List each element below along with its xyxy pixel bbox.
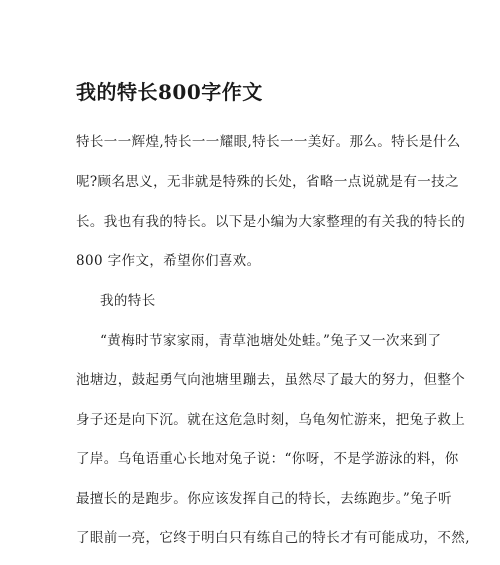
paragraph-line: 最擅长的是跑步。你应该发挥自己的特长，去练跑步。”兔子听: [76, 491, 452, 507]
paragraph-line: 身子还是向下沉。就在这危急时刻，乌龟匆忙游来，把兔子救上: [76, 412, 466, 428]
paragraph-line: 特长一一辉煌,特长一一耀眼,特长一一美好。那么。特长是什么: [76, 134, 461, 150]
paragraph-line: 了岸。乌龟语重心长地对兔子说：“你呀，不是学游泳的料，你: [76, 451, 459, 467]
paragraph-line: 池塘边，鼓起勇气向池塘里蹦去，虽然尽了最大的努力，但整个: [76, 372, 466, 388]
document-title: 我的特长800字作文: [76, 80, 263, 104]
section-heading: 我的特长: [100, 293, 156, 309]
paragraph-line: 了眼前一亮，它终于明白只有练自己的特长才有可能成功，不然,: [76, 530, 470, 546]
paragraph-line: “黄梅时节家家雨，青草池塘处处蛙。”兔子又一次来到了: [100, 333, 442, 349]
paragraph-line: 呢?顾名思义，无非就是特殊的长处，省略一点说就是有一技之: [76, 174, 459, 190]
paragraph-line: 800 字作文，希望你们喜欢。: [76, 253, 261, 269]
paragraph-line: 长。我也有我的特长。以下是小编为大家整理的有关我的特长的: [76, 214, 466, 230]
